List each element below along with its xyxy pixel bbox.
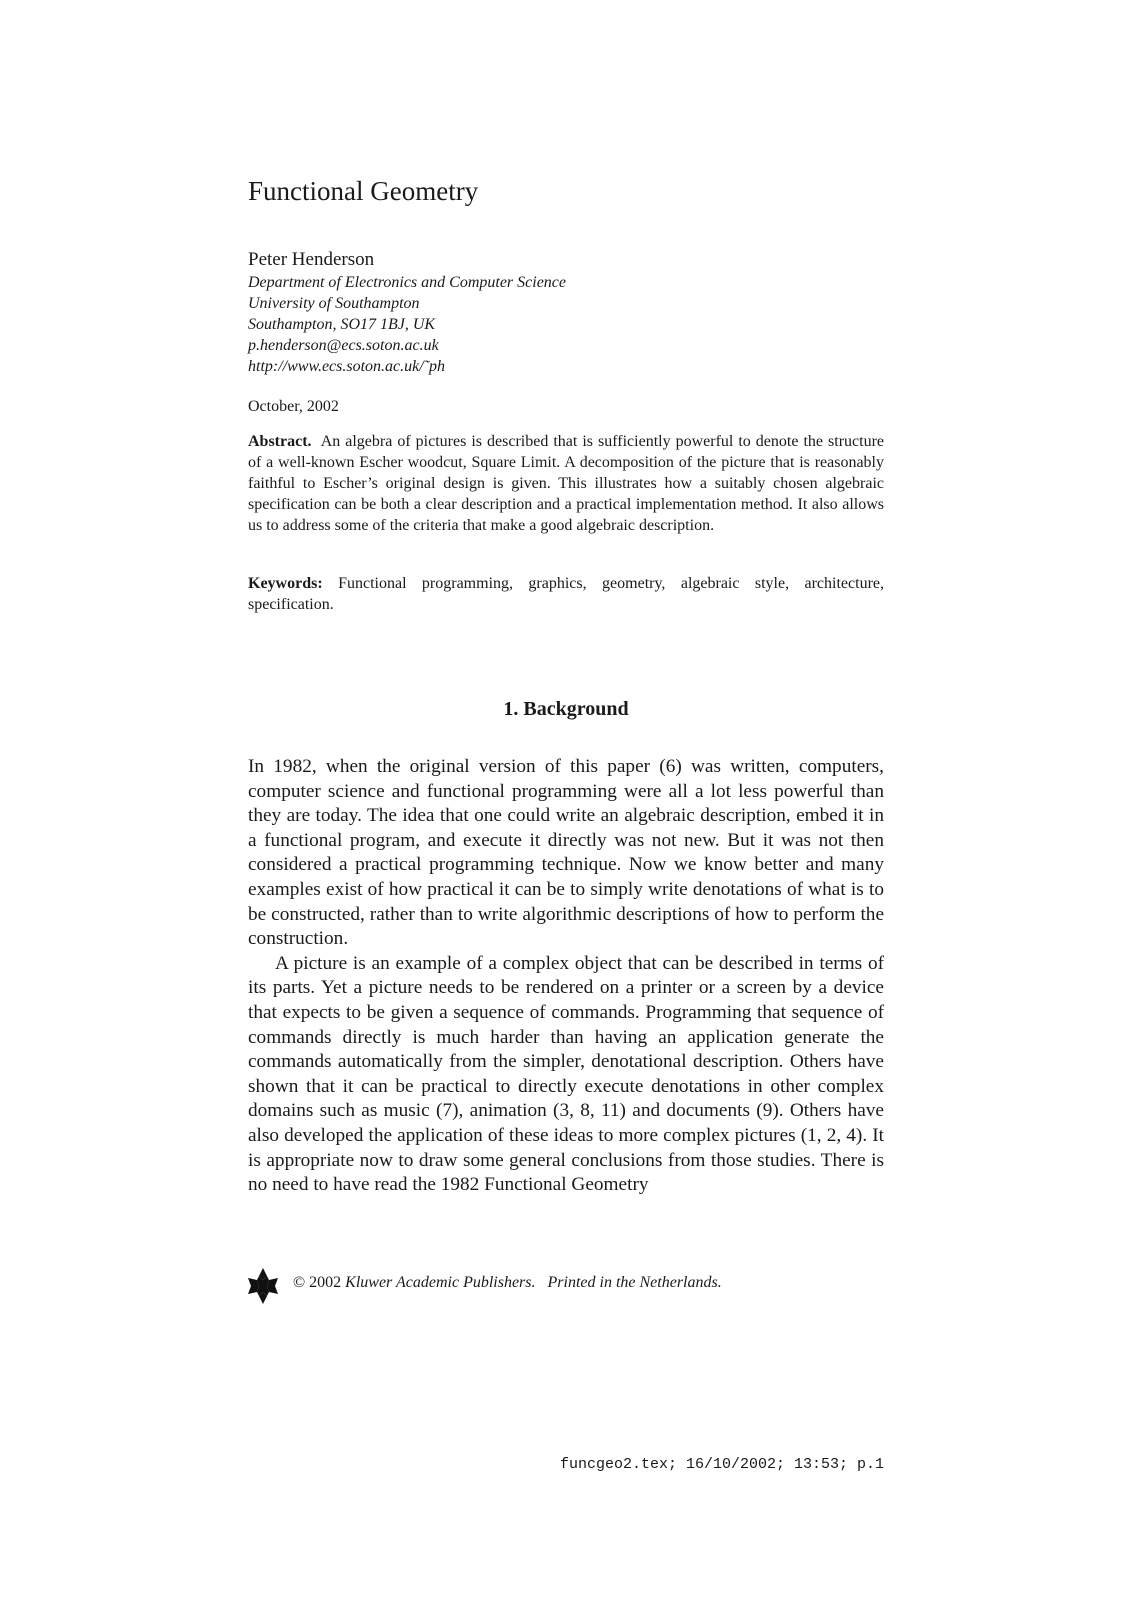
section-body (248, 755, 884, 1198)
footer-file-info: funcgeo2.tex; 16/10/2002; 13:53; p.1 (559, 1456, 884, 1473)
abstract-label: Abstract. (248, 433, 312, 450)
section-heading: 1. Background (503, 698, 629, 720)
keywords-text: Functional programming, graphics, geometry, algebraic style, architecture, specification. (248, 575, 885, 613)
affiliation-address: Southampton, SO17 1BJ, UK (248, 316, 436, 333)
affiliation-department: Department of Electronics and Computer Science (248, 274, 566, 291)
author-block (248, 248, 884, 377)
abstract (248, 431, 884, 536)
copyright-year: © 2002 (293, 1274, 342, 1291)
affiliation-university: University of Southampton (248, 295, 420, 312)
paper-title: Functional Geometry (248, 176, 479, 206)
author-email: p.henderson@ecs.soton.ac.uk (248, 337, 439, 354)
publisher-logo-icon (248, 1268, 278, 1304)
copyright-text (293, 1274, 722, 1292)
keywords (248, 573, 884, 615)
paper-date: October, 2002 (248, 398, 339, 415)
copyright-publisher: Kluwer Academic Publishers. (345, 1274, 536, 1291)
author-homepage: http://www.ecs.soton.ac.uk/˜ph (248, 358, 446, 375)
author-name: Peter Henderson (248, 249, 375, 270)
body-paragraph-1: In 1982, when the original version of this paper (6) was written, computers, computer science and functional programming were all a lot less powerful than they are today. The idea that one could write an algebraic description, embed it in a functional program, and execute it directly was not new. But it was not then considered a practical programming technique. Now we know better and many examples exist of how practical it can be to simply write denotations of what is to be constructed, rather than to write algorithmic descriptions of how to perform the construction. (248, 756, 884, 950)
abstract-text: An algebra of pictures is described that is sufficiently powerful to denote the structure of a well-known Escher woodcut, Square Limit. A decomposition of the picture that is reasonably faithful to Escher’s original design is given. This illustrates how a suitably chosen algebraic specification can be both a clear description and a practical implementation method. It also allows us to address some of the criteria that make a good algebraic description. (248, 433, 884, 534)
body-paragraph-2: A picture is an example of a complex object that can be described in terms of its parts. Yet a picture needs to be rendered on a printer or a screen by a device that expects to be given a sequence of commands. Programming that sequence of commands directly is much harder than having an application generate the commands automatically from the simpler, denotational description. Others have shown that it can be practical to directly execute denotations in other complex domains such as music (7), animation (3, 8, 11) and documents (9). Others have also developed the application of these ideas to more complex pictures (1, 2, 4). It is appropriate now to draw some general conclusions from those studies. There is no need to have read the 1982 Functional Geometry (248, 952, 884, 1196)
copyright-printed: Printed in the Netherlands. (547, 1274, 722, 1291)
keywords-label: Keywords: (248, 575, 323, 592)
copyright-line (248, 1266, 884, 1306)
